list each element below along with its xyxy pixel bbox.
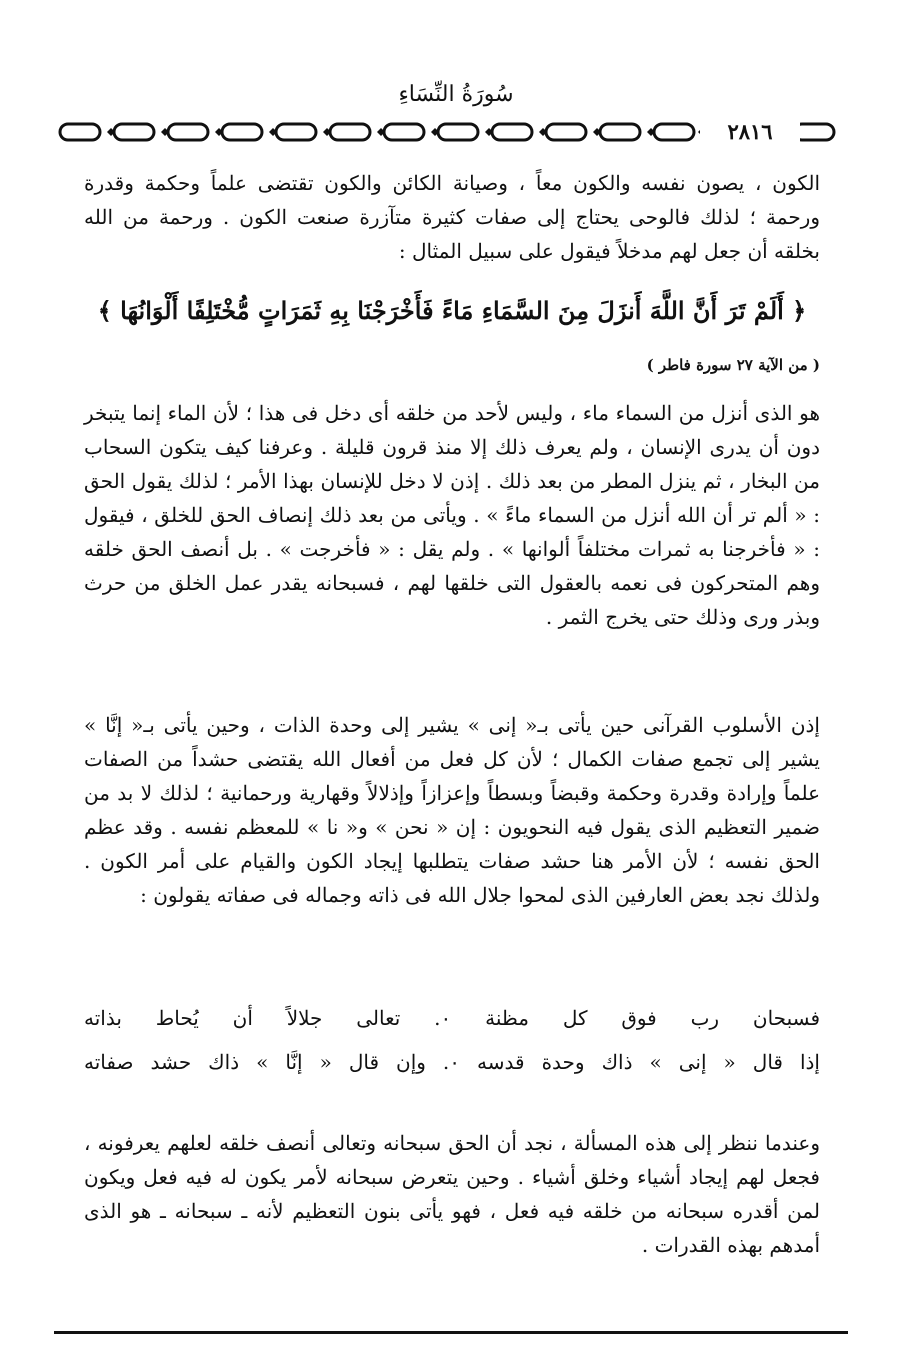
paragraph-4: وعندما ننظر إلى هذه المسألة ، نجد أن الحق سبحانه وتعالى أنصف خلقه لعلهم يعرفونه ، فجعل لهم إيجاد أشياء وخلق أشياء . وحين يتعرض سبحانه لأمر يكون له فيه فعل ويكون لمن أقدره سبحانه من خلقه فيه فعل ، فهو يأتى بنون التعظيم لأنه ـ سبحانه ـ هو الذى أمدهم بهذه القدرات . [84,1131,820,1257]
poem-line: فسبحان رب فوق كل مظنة ٠. تعالى جلالاً أن يُحاط بذاته [84,1006,821,1030]
page-number: ٢٨١٦ [700,119,800,144]
surah-title: سُورَةُ النِّسَاءِ [398,82,514,107]
paragraph-1: الكون ، يصون نفسه والكون معاً ، وصيانة الكائن والكون تقتضى علماً وحكمة وقدرة ورحمة ؛ لذلك فالوحى يحتاج إلى صفات كثيرة متآزرة صنعت الكون . ورحمة من الله بخلقه أن جعل لهم مدخلاً فيقول على سبيل المثال : [84,171,820,263]
paragraph-2: هو الذى أنزل من السماء ماء ، وليس لأحد من خلقه أى دخل فى هذا ؛ لأن الماء إنما يتبخر دون أن يدرى الإنسان ، ولم يعرف ذلك إلا منذ قرون قليلة . وعرفنا كيف يتكون السحاب من البخار ، ثم ينزل المطر من بعد ذلك . إذن لا دخل للإنسان بهذا الأمر ؛ لذلك يقول الحق : « ألم تر أن الله أنزل من السماء ماءً » . ويأتى من بعد ذلك إنصاف الحق للخلق ، فيقول : « فأخرجنا به ثمرات مختلفاً ألوانها » . ولم يقل : « فأخرجت » . بل أنصف الحق خلقه وهم المتحركون فى نعمه بالعقول التى خلقها لهم ، فسبحانه يقدر عمل الخلق من حرث وبذر ورى وذلك حتى يخرج الثمر . [84,401,820,629]
poem [84,996,820,1084]
verse-reference: ( من الآية ٢٧ سورة فاطر ) [646,356,820,374]
paragraph-3: إذن الأسلوب القرآنى حين يأتى بـ« إنى » يشير إلى وحدة الذات ، وحين يأتى بـ« إنَّا » يشير إلى تجمع صفات الكمال ؛ لأن كل فعل من أفعال الله يقتضى حشداً من الصفات علماً وإرادة وقدرة وحكمة وقبضاً وبسطاً وإعزازاً وإذلالاً وقهارية ورحمانية ؛ لذلك لا بد من ضمير التعظيم الذى يقول فيه النحويون : إن « نحن » و« نا » للمعظم نفسه . وقد عظم الحق نفسه ؛ لأن الأمر هنا حشد صفات يتطلبها إيجاد الكون والقيام على أمر الكون . ولذلك نجد بعض العارفين الذى لمحوا جلال الله فى ذاته وجماله فى صفاته يقولون : [84,713,820,907]
bottom-divider [54,1331,848,1334]
quran-verse: ﴿ أَلَمْ تَرَ أَنَّ اللَّهَ أَنزَلَ مِنَ السَّمَاءِ مَاءً فَأَخْرَجْنَا بِهِ ثَمَرَاتٍ مُّخْتَلِفًا أَلْوَانُهَا ﴾ [97,296,807,325]
poem-line: إذا قال « إنى » ذاك وحدة قدسه ٠. وإن قال « إنَّا » ذاك حشد صفاته [84,1050,820,1074]
